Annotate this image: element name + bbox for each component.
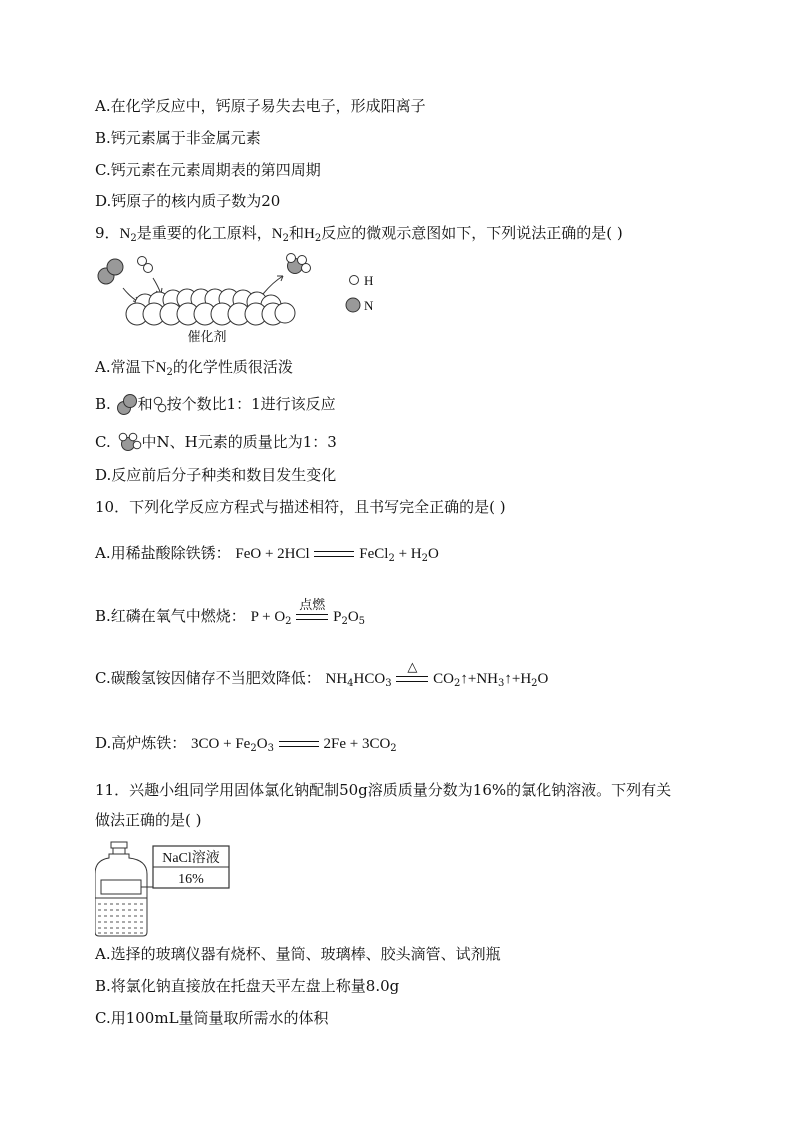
catalyst-label: 催化剂 — [187, 330, 227, 345]
q11-option-c: C.用100mL量筒量取所需水的体积 — [95, 1009, 329, 1027]
legend-n-label: N — [364, 298, 374, 313]
heat-equals-sign: △ — [396, 676, 428, 682]
q11-stem-line1: 11．兴趣小组同学用固体氯化钠配制50g溶质质量分数为16%的氯化钠溶液。下列有关 — [95, 781, 672, 799]
nh3-molecule-icon — [116, 431, 142, 455]
q11-stem-line2: 做法正确的是( ) — [95, 811, 202, 829]
h2-molecule-icon — [153, 395, 167, 415]
q8-option-a: A.在化学反应中，钙原子易失去电子，形成阳离子 — [95, 97, 426, 115]
q8-option-d: D.钙原子的核内质子数为20 — [95, 192, 281, 210]
q11-option-b: B.将氯化钠直接放在托盘天平左盘上称量8.0g — [95, 977, 400, 995]
legend-h-label: H — [364, 273, 374, 288]
q8-option-b: B.钙元素属于非金属元素 — [95, 129, 261, 147]
q9-option-b: B. 和 按个数比1：1进行该反应 — [95, 393, 336, 417]
q9-option-a: A.常温下$N_2$的化学性质很活泼 — [95, 358, 293, 378]
bottle-label-name: NaCl溶液 — [162, 851, 220, 866]
q10-option-a: A.用稀盐酸除铁锈： FeO + 2HCl FeCl$_2$ + $H_2O$ — [95, 544, 439, 564]
bottle-label-concentration: 16% — [178, 872, 204, 887]
equals-sign — [279, 741, 319, 747]
n2-molecule-icon — [116, 393, 138, 417]
reagent-bottle-diagram — [95, 840, 245, 938]
equals-sign — [314, 551, 354, 557]
q9-option-d: D.反应前后分子种类和数目发生变化 — [95, 466, 337, 484]
q10-option-d: D.高炉炼铁： $3CO + Fe_2O_3$ $2Fe + 3CO_2$ — [95, 734, 397, 754]
q10-option-b: B.红磷在氧气中燃烧： $P + O_2$ 点燃 $P_2O_5$ — [95, 598, 366, 627]
catalyst-reaction-diagram — [95, 252, 395, 352]
q10-stem: 10．下列化学反应方程式与描述相符，且书写完全正确的是( ) — [95, 498, 506, 516]
q8-option-c: C.钙元素在元素周期表的第四周期 — [95, 161, 321, 179]
equals-sign-with-condition: 点燃 — [296, 614, 328, 620]
q9-option-c: C. 中N、H元素的质量比为1：3 — [95, 431, 337, 455]
q11-option-a: A.选择的玻璃仪器有烧杯、量筒、玻璃棒、胶头滴管、试剂瓶 — [95, 945, 501, 963]
q10-option-c: C.碳酸氢铵因储存不当肥效降低： $NH_4HCO_3$ △ $CO_2↑+NH_3↑+H_2O$ — [95, 660, 549, 689]
q9-stem: 9．$N_2$是重要的化工原料，$N_2$和$H_2$反应的微观示意图如下，下列说法正确的是( ) — [95, 224, 623, 244]
